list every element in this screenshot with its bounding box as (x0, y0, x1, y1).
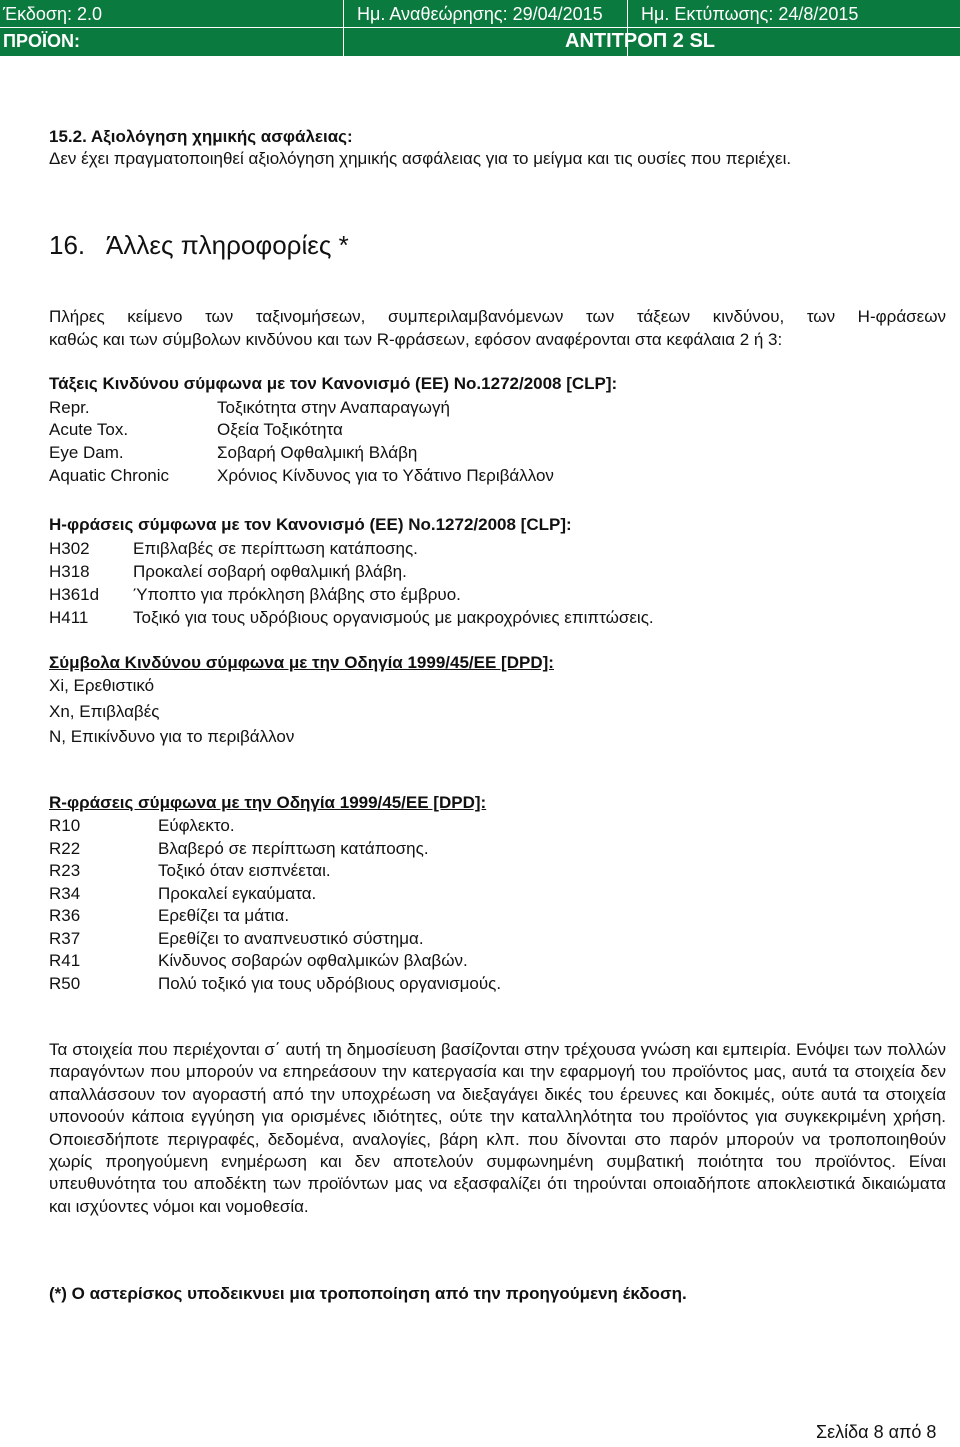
list-item: Xi, Ερεθιστικό (49, 676, 155, 695)
r-phrase-code: R36 (49, 906, 81, 925)
h-phrase-code: H411 (49, 608, 89, 627)
list-item: N, Επικίνδυνο για το περιβάλλον (49, 727, 295, 746)
asterisk-footnote: (*) Ο αστερίσκος υποδεικνυει μια τροποποίηση από την προηγούμενη έκδοση. (49, 1284, 687, 1303)
hazard-class-text: Χρόνιος Κίνδυνος για το Υδάτινο Περιβάλλον (217, 466, 554, 485)
section-15-2-heading: 15.2. Αξιολόγηση χημικής ασφάλειας: (49, 127, 353, 146)
hazard-classes-heading: Τάξεις Κινδύνου σύμφωνα με τον Κανονισμό (ΕΕ) Νο.1272/2008 [CLP]: (49, 374, 618, 393)
h-phrase-text: Ύποπτο για πρόκληση βλάβης στο έμβρυο. (133, 585, 461, 604)
intro-line-2: καθώς και των σύμβολων κινδύνου και των R-φράσεων, εφόσον αναφέρονται στα κεφάλαια 2 ή 3: (49, 330, 783, 349)
h-phrase-text: Επιβλαβές σε περίπτωση κατάποσης. (133, 539, 418, 558)
h-phrase-code: H302 (49, 539, 90, 558)
r-phrases-heading: R-φράσεις σύμφωνα με την Οδηγία 1999/45/ΕΕ [DPD]: (49, 793, 487, 812)
r-phrase-text: Εύφλεκτο. (158, 816, 235, 835)
hazard-class-code: Eye Dam. (49, 443, 124, 462)
r-phrase-text: Κίνδυνος σοβαρών οφθαλμικών βλαβών. (158, 951, 468, 970)
hazard-class-text: Οξεία Τοξικότητα (217, 420, 343, 439)
h-phrase-text: Τοξικό για τους υδρόβιους οργανισμούς με μακροχρόνιες επιπτώσεις. (133, 608, 654, 627)
h-phrases-heading: Η-φράσεις σύμφωνα με τον Κανονισμό (ΕΕ) Νο.1272/2008 [CLP]: (49, 515, 572, 534)
hazard-class-code: Acute Tox. (49, 420, 129, 439)
disclaimer-text: Τα στοιχεία που περιέχονται σ΄ αυτή τη δημοσίευση βασίζονται στην τρέχουσα γνώση και εμπειρία. Ενόψει των πολλών παραγόντων που μπορούν να επηρεάσουν την κατεργασία και την εφαρμογή του προϊόντος μας, αυτά τα στοιχεία δεν απαλλάσσουν τον αγοραστή από την υποχρέωση να διεξαγάγει δικές του έρευνες και δοκιμές, ούτε αυτά τα στοιχεία υπονοούν κάποια εγγύηση για ορισμένες ιδιότητες, ούτε την καταλληλότητα του προϊόντος για συγκεκριμένη χρήση. Οποιεσδήποτε περιγραφές, δεδομένα, αναλογίες, βάρη κλπ. που δίνονται στο παρόν μπορούν να τροποποιηθούν χωρίς προηγούμενη ενημέρωση και δεν αποτελούν συμφωνημένη συμβατική ποιότητα του προϊόντος. Είναι υπευθυνότητα του αποδέκτη των προϊόντων μας να εξασφαλίζει ότι τηρούνται οποιαδήποτε αποκλειστικά δικαιώματα και ισχύοντες νόμοι και νομοθεσία. (49, 1040, 946, 1216)
edition-label: Έκδοση: 2.0 (3, 4, 103, 24)
print-date: Ημ. Εκτύπωσης: 24/8/2015 (641, 4, 859, 24)
h-phrase-code: H361d (49, 585, 100, 604)
page-number: Σελίδα 8 από 8 (816, 1422, 937, 1442)
r-phrase-text: Πολύ τοξικό για τους υδρόβιους οργανισμούς. (158, 974, 502, 993)
revision-date: Ημ. Αναθεώρησης: 29/04/2015 (357, 4, 603, 24)
r-phrase-code: R34 (49, 884, 81, 903)
hazard-class-code: Aquatic Chronic (49, 466, 170, 485)
document-header (0, 0, 960, 56)
product-name: ΑΝΤΙΤΡΟΠ 2 SL (565, 30, 716, 52)
r-phrase-code: R50 (49, 974, 81, 993)
hazard-class-code: Repr. (49, 398, 90, 417)
symbols-heading: Σύμβολα Κινδύνου σύμφωνα με την Οδηγία 1999/45/ΕΕ [DPD]: (49, 653, 554, 672)
section-16-number: 16. (49, 230, 86, 260)
product-label: ΠΡΟΪΟΝ: (3, 31, 81, 51)
r-phrase-code: R23 (49, 861, 81, 880)
r-phrase-code: R41 (49, 951, 81, 970)
h-phrase-code: H318 (49, 562, 90, 581)
h-phrase-text: Προκαλεί σοβαρή οφθαλμική βλάβη. (133, 562, 407, 581)
disclaimer-paragraph (49, 1039, 946, 1218)
hazard-class-text: Τοξικότητα στην Αναπαραγωγή (217, 398, 450, 417)
hazard-class-text: Σοβαρή Οφθαλμική Βλάβη (217, 443, 418, 462)
section-16-title: Άλλες πληροφορίες * (106, 230, 349, 260)
r-phrase-text: Ερεθίζει το αναπνευστικό σύστημα. (158, 929, 424, 948)
r-phrase-text: Βλαβερό σε περίπτωση κατάποσης. (158, 839, 429, 858)
r-phrase-code: R10 (49, 816, 81, 835)
r-phrase-text: Ερεθίζει τα μάτια. (158, 906, 290, 925)
r-phrase-text: Προκαλεί εγκαύματα. (158, 884, 317, 903)
intro-line-1: Πλήρες κείμενο των ταξινομήσεων, συμπεριλαμβανόμενων των τάξεων κινδύνου, των Η-φράσεων (49, 307, 946, 326)
r-phrase-text: Τοξικό όταν εισπνέεται. (158, 861, 331, 880)
list-item: Xn, Επιβλαβές (49, 702, 160, 721)
r-phrase-code: R22 (49, 839, 81, 858)
r-phrase-code: R37 (49, 929, 81, 948)
section-15-2-text: Δεν έχει πραγματοποιηθεί αξιολόγηση χημικής ασφάλειας για το μείγμα και τις ουσίες που περιέχει. (49, 149, 792, 168)
